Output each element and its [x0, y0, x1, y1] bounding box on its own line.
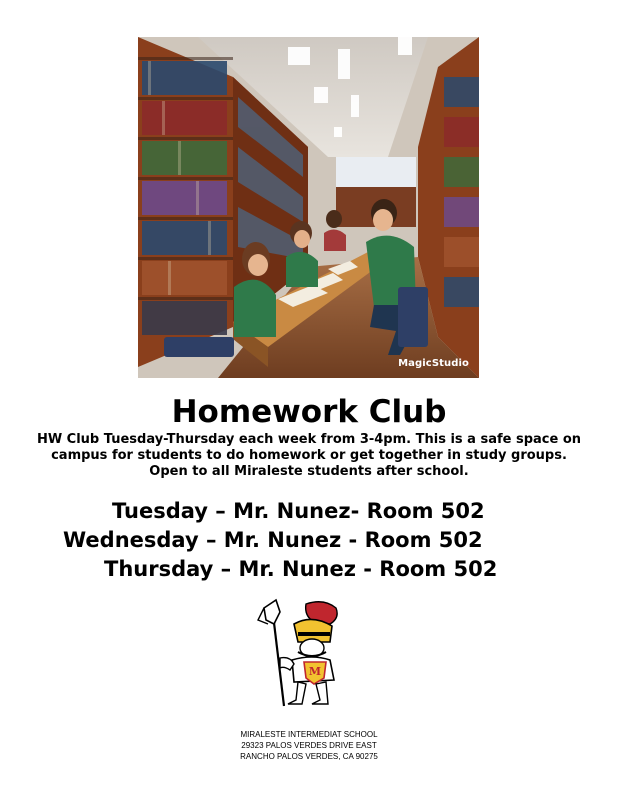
schedule-wednesday: Wednesday – Mr. Nunez - Room 502	[63, 528, 483, 552]
knight-mascot-icon	[254, 598, 346, 708]
watermark-text: MagicStudio	[398, 358, 469, 369]
hero-image	[138, 37, 479, 378]
city-state-zip: RANCHO PALOS VERDES, CA 90275	[240, 752, 378, 761]
description-line: campus for students to do homework or get together in study groups.	[51, 448, 567, 463]
street-address: 29323 PALOS VERDES DRIVE EAST	[241, 741, 377, 750]
description	[20, 432, 598, 480]
schedule-tuesday: Tuesday – Mr. Nunez- Room 502	[112, 499, 485, 523]
library-illustration	[138, 37, 479, 378]
page-title: Homework Club	[171, 394, 447, 430]
school-name: MIRALESTE INTERMEDIAT SCHOOL	[240, 730, 378, 739]
description-line: HW Club Tuesday-Thursday each week from 3-4pm. This is a safe space on	[36, 432, 582, 447]
description-line: Open to all Miraleste students after school.	[149, 464, 469, 479]
svg-text:M: M	[308, 665, 322, 678]
schedule-thursday: Thursday – Mr. Nunez - Room 502	[104, 557, 498, 581]
school-address	[0, 729, 618, 762]
